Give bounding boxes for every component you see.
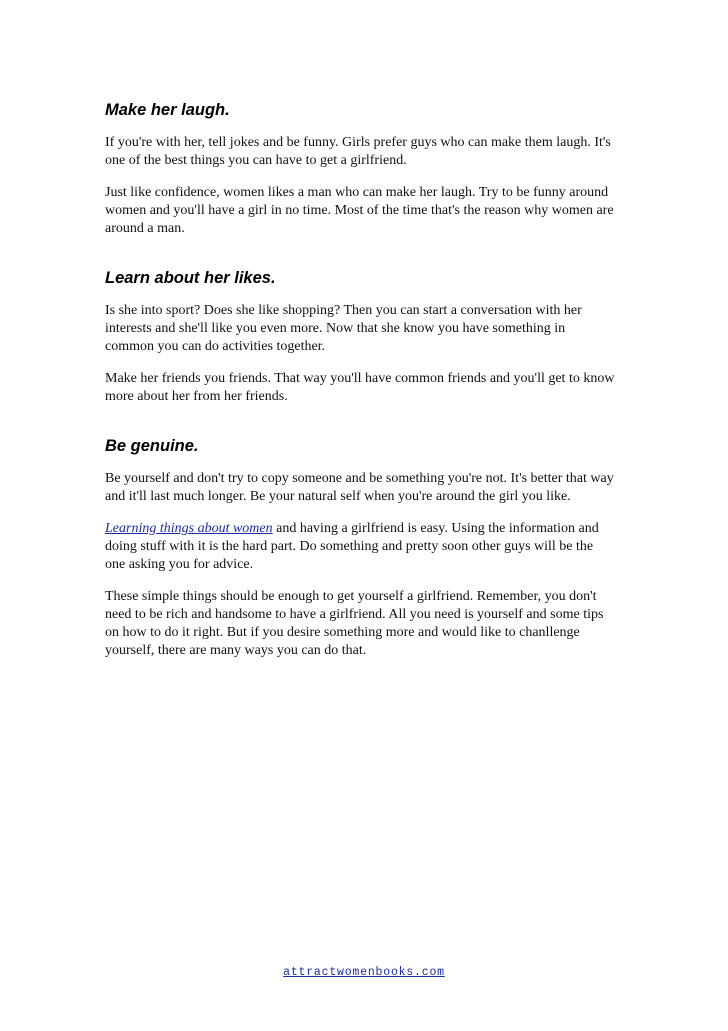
paragraph: Is she into sport? Does she like shopping? Then you can start a conversation with her interests and she'll like you even more. Now that she know you have something in common you can do activities together. — [105, 303, 582, 354]
paragraph: If you're with her, tell jokes and be funny. Girls prefer guys who can make them laugh. It's one of the best things you can have to get a girlfriend. — [105, 135, 611, 168]
paragraph: Make her friends you friends. That way you'll have common friends and you'll get to know more about her from her friends. — [105, 371, 615, 404]
paragraph-with-link — [105, 520, 615, 574]
article-body — [105, 100, 615, 690]
section-learn-about-her-likes — [105, 268, 615, 406]
paragraph: Be yourself and don't try to copy someone and be something you're not. It's better that way and it'll last much longer. Be your natural self when you're around the girl you like. — [105, 471, 614, 504]
page-footer — [0, 966, 728, 980]
closing-paragraph: These simple things should be enough to get yourself a girlfriend. Remember, you don't need to be rich and handsome to have a girlfriend. All you need is yourself and some tips on how to do it right. But if you desire something more and would like to chanllenge yourself, there are many ways you can do that. — [105, 589, 604, 658]
section-make-her-laugh — [105, 100, 615, 238]
footer-site-link[interactable]: attractwomenbooks.com — [283, 966, 445, 979]
section-heading: Learn about her likes. — [105, 269, 276, 287]
section-be-genuine — [105, 436, 615, 660]
section-heading: Be genuine. — [105, 437, 199, 455]
section-heading: Make her laugh. — [105, 101, 230, 119]
learning-things-link[interactable]: Learning things about women — [105, 521, 273, 536]
paragraph: Just like confidence, women likes a man who can make her laugh. Try to be funny around women and you'll have a girl in no time. Most of the time that's the reason why women are around a man. — [105, 185, 614, 236]
paragraph-text: and having a girlfriend is easy. Using the information and doing stuff with it is the hard part. Do something and pretty soon other guys will be the one asking you for advice. — [105, 521, 599, 572]
